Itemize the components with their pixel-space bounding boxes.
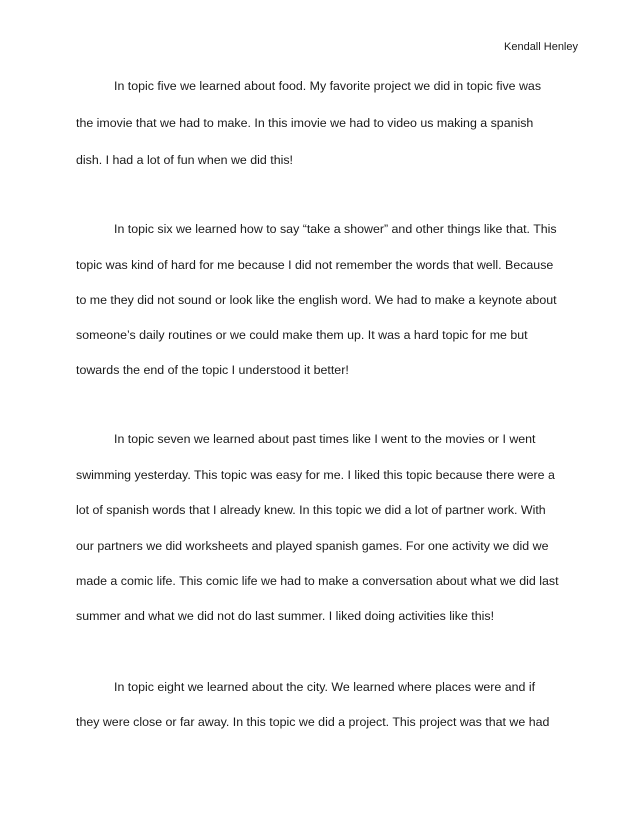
paragraph-line: lot of spanish words that I already knew. In this topic we did a lot of partner work. With — [76, 503, 546, 517]
paragraph-line: towards the end of the topic I understood it better! — [76, 363, 349, 377]
paragraph-line: they were close or far away. In this topic we did a project. This project was that we had — [76, 715, 550, 729]
author-name: Kendall Henley — [504, 41, 578, 53]
paragraph-line: In topic seven we learned about past times like I went to the movies or I went — [114, 432, 536, 446]
paragraph-line: In topic five we learned about food. My favorite project we did in topic five was — [114, 79, 542, 93]
paragraph-line: our partners we did worksheets and played spanish games. For one activity we did we — [76, 539, 549, 553]
paragraph-line: topic was kind of hard for me because I did not remember the words that well. Because — [76, 258, 554, 272]
paragraph-line: swimming yesterday. This topic was easy for me. I liked this topic because there were a — [76, 468, 555, 482]
paragraph-line: to me they did not sound or look like the english word. We had to make a keynote about — [76, 293, 557, 307]
paragraph-line: In topic six we learned how to say “take a shower” and other things like that. This — [114, 222, 557, 236]
paragraph-line: In topic eight we learned about the city. We learned where places were and if — [114, 680, 536, 694]
paragraph-line: made a comic life. This comic life we had to make a conversation about what we did last — [76, 574, 559, 588]
paragraph-line: summer and what we did not do last summer. I liked doing activities like this! — [76, 609, 495, 623]
paragraph-line: dish. I had a lot of fun when we did this! — [76, 153, 293, 167]
paragraph-line: the imovie that we had to make. In this imovie we had to video us making a spanish — [76, 116, 534, 130]
paragraph-line: someone’s daily routines or we could make them up. It was a hard topic for me but — [76, 328, 528, 342]
